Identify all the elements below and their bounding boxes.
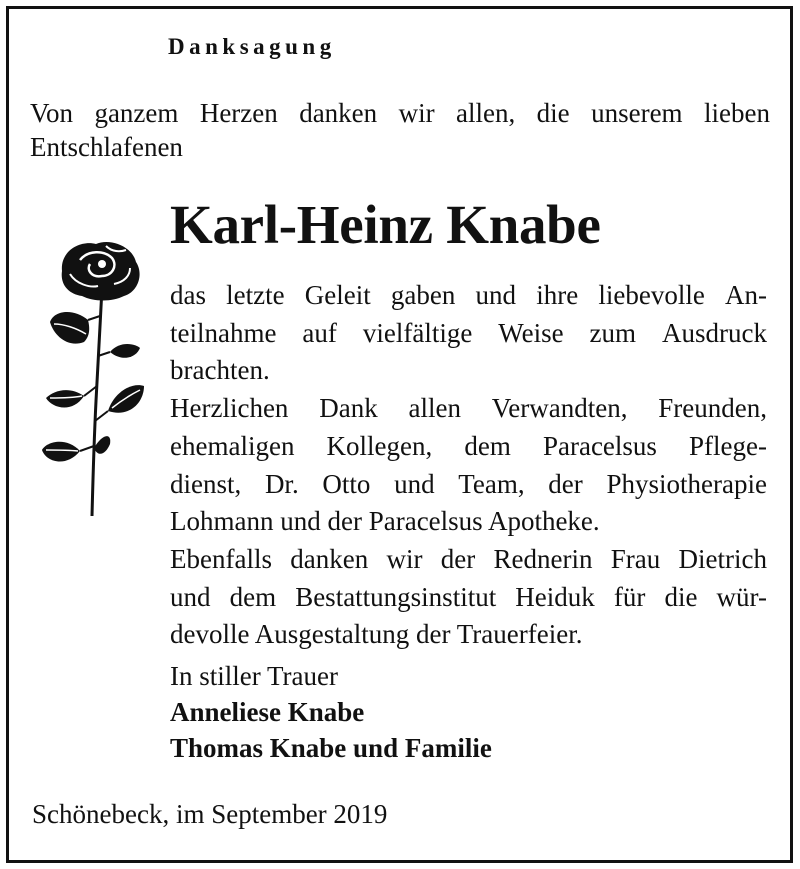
word: ganzem bbox=[94, 98, 179, 128]
word: Geleit bbox=[304, 280, 371, 310]
word: Pflege- bbox=[689, 430, 767, 461]
text-line bbox=[170, 616, 767, 654]
word: Ausdruck bbox=[661, 317, 767, 348]
text-line bbox=[170, 541, 767, 579]
place-date-line: Schönebeck, im September 2019 bbox=[32, 799, 388, 829]
word: Apotheke. bbox=[487, 506, 600, 537]
word: der bbox=[440, 543, 476, 574]
word: danken bbox=[299, 98, 378, 128]
word: Paracelsus bbox=[368, 506, 483, 537]
word: der bbox=[416, 619, 451, 650]
text-line bbox=[170, 315, 767, 353]
word: liebevolle bbox=[598, 280, 705, 310]
word: und bbox=[475, 280, 517, 310]
word: Freunden, bbox=[658, 393, 767, 424]
text-line bbox=[170, 390, 767, 428]
word: dienst, bbox=[170, 468, 242, 499]
word: allen bbox=[408, 393, 461, 424]
word: Rednerin bbox=[493, 543, 593, 574]
word: ehemaligen bbox=[170, 430, 295, 461]
word: Kollegen, bbox=[326, 430, 433, 461]
word: und bbox=[394, 468, 435, 499]
word: ihre bbox=[536, 280, 579, 310]
text-line bbox=[170, 352, 767, 390]
word: danken bbox=[290, 543, 369, 574]
intro-line bbox=[30, 96, 770, 130]
body-paragraph bbox=[170, 277, 767, 654]
word: Bestattungsinstitut bbox=[295, 581, 497, 612]
word: Heiduk bbox=[515, 581, 595, 612]
text-line bbox=[170, 579, 767, 617]
notice-heading: Danksagung bbox=[168, 34, 336, 59]
word: der bbox=[327, 506, 362, 537]
text-line bbox=[170, 466, 767, 504]
word: Ausgestaltung bbox=[254, 619, 410, 650]
word: brachten. bbox=[170, 355, 270, 386]
signature-name: Thomas Knabe und Familie bbox=[170, 733, 492, 763]
word: Paracelsus bbox=[542, 430, 657, 461]
signature-intro: In stiller Trauer bbox=[170, 661, 338, 691]
word: Von bbox=[30, 98, 74, 128]
word: wir bbox=[398, 98, 435, 128]
word: letzte bbox=[226, 280, 285, 310]
word: und bbox=[170, 581, 211, 612]
word: zum bbox=[589, 317, 637, 348]
intro-paragraph bbox=[30, 96, 770, 164]
word: das bbox=[170, 280, 206, 310]
word: Weise bbox=[498, 317, 564, 348]
word: Dank bbox=[319, 393, 378, 424]
word: An- bbox=[724, 280, 767, 310]
signature-block bbox=[170, 658, 492, 766]
word: devolle bbox=[170, 619, 250, 650]
deceased-name: Karl-Heinz Knabe bbox=[170, 194, 601, 255]
intro-line: Entschlafenen bbox=[30, 132, 183, 162]
word: die bbox=[664, 581, 698, 612]
word: der bbox=[548, 468, 583, 499]
word: Lohmann bbox=[170, 506, 274, 537]
word: teilnahme bbox=[170, 317, 277, 348]
word: Verwandten, bbox=[491, 393, 628, 424]
word: Dietrich bbox=[678, 543, 767, 574]
word: Ebenfalls bbox=[170, 543, 272, 574]
word: dem bbox=[229, 581, 277, 612]
word: auf bbox=[302, 317, 337, 348]
text-line bbox=[170, 277, 767, 315]
word: lieben bbox=[703, 98, 770, 128]
word: allen, bbox=[456, 98, 516, 128]
word: wür- bbox=[716, 581, 767, 612]
word: dem bbox=[464, 430, 511, 461]
rose-icon bbox=[40, 236, 152, 518]
word: Team, bbox=[458, 468, 525, 499]
word: Otto bbox=[322, 468, 371, 499]
text-line bbox=[170, 428, 767, 466]
word: Herzen bbox=[199, 98, 278, 128]
text-line bbox=[170, 503, 767, 541]
word: unserem bbox=[591, 98, 683, 128]
word: Dr. bbox=[264, 468, 299, 499]
signature-name: Anneliese Knabe bbox=[170, 697, 365, 727]
word: Herzlichen bbox=[170, 393, 289, 424]
word: und bbox=[280, 506, 321, 537]
word: vielfältige bbox=[362, 317, 473, 348]
word: Frau bbox=[610, 543, 661, 574]
word: gaben bbox=[390, 280, 456, 310]
word: für bbox=[613, 581, 646, 612]
word: die bbox=[536, 98, 570, 128]
word: wir bbox=[386, 543, 423, 574]
word: Physiotherapie bbox=[606, 468, 767, 499]
word: Trauerfeier. bbox=[456, 619, 583, 650]
